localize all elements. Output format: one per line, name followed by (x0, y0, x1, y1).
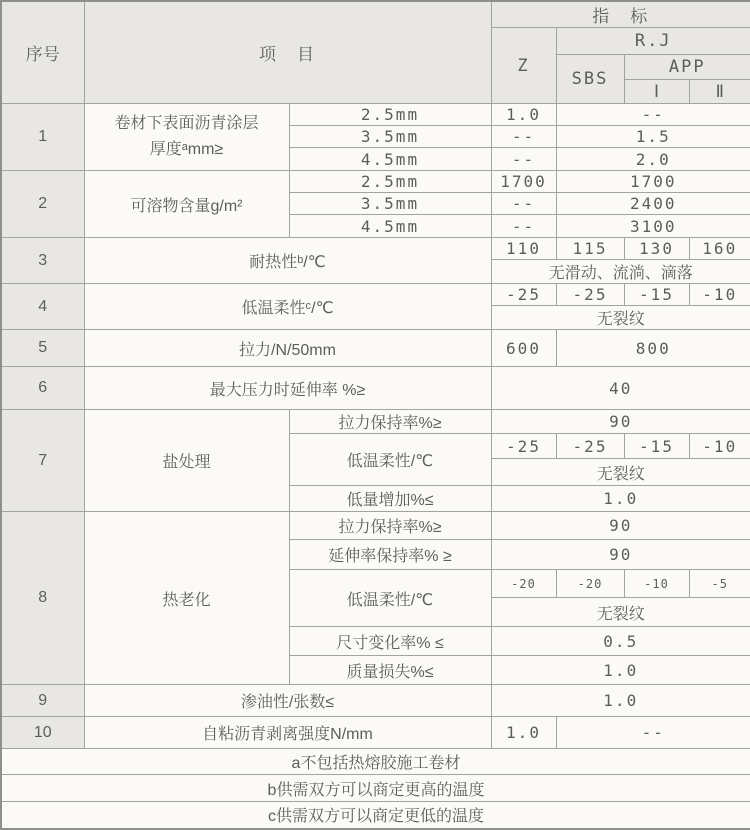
footnote-b: b供需双方可以商定更高的温度 (1, 775, 750, 802)
header-col-app: APP (624, 55, 750, 80)
row3-val-1: 115 (556, 238, 624, 260)
row8-sub3-val-0: -20 (491, 570, 556, 598)
row3-val-3: 160 (689, 238, 750, 260)
row1-sub-2: 4.5mm (289, 148, 491, 171)
header-seq-no: 序号 (1, 1, 84, 104)
row1-sub-1: 3.5mm (289, 126, 491, 148)
row10-item: 自粘沥青剥离强度N/mm (84, 717, 491, 749)
row5-z: 600 (491, 330, 556, 367)
row8-sub3-label: 低温柔性/℃ (289, 570, 491, 627)
row7-number: 7 (1, 410, 84, 512)
row3-number: 3 (1, 238, 84, 284)
row1-item-line2: 厚度ᵃmm≥ (149, 141, 224, 158)
row5-rj: 800 (556, 330, 750, 367)
row3-merged-text: 无滑动、流淌、滴落 (491, 260, 750, 284)
header-item: 项 目 (84, 1, 491, 104)
row7-sub2-merged-text: 无裂纹 (491, 459, 750, 486)
row7-sub1-label: 拉力保持率%≥ (289, 410, 491, 434)
row8-sub3-val-3: -5 (689, 570, 750, 598)
row7-sub3-value: 1.0 (491, 486, 750, 512)
row1-rj-1: 1.5 (556, 126, 750, 148)
row8-number: 8 (1, 512, 84, 685)
row1-z-1: -- (491, 126, 556, 148)
row9-number: 9 (1, 685, 84, 717)
row8-sub4-value: 0.5 (491, 627, 750, 656)
header-col-rj: R.J (556, 28, 750, 55)
row1-rj-0: -- (556, 104, 750, 126)
row2-z-0: 1700 (491, 171, 556, 193)
footnote-a: a不包括热熔胶施工卷材 (1, 749, 750, 775)
row2-z-2: -- (491, 215, 556, 238)
row1-item (84, 104, 289, 171)
row1-sub-0: 2.5mm (289, 104, 491, 126)
row4-item: 低温柔性ᶜ/℃ (84, 284, 491, 330)
row4-merged-text: 无裂纹 (491, 306, 750, 330)
row8-sub1-value: 90 (491, 512, 750, 540)
row7-sub2-val-0: -25 (491, 434, 556, 459)
row7-sub2-val-1: -25 (556, 434, 624, 459)
row8-sub5-value: 1.0 (491, 656, 750, 685)
row7-sub1-value: 90 (491, 410, 750, 434)
row1-number: 1 (1, 104, 84, 171)
row8-sub3-val-1: -20 (556, 570, 624, 598)
row2-z-1: -- (491, 193, 556, 215)
row2-rj-1: 2400 (556, 193, 750, 215)
row5-item: 拉力/N/50mm (84, 330, 491, 367)
header-col-sbs: SBS (556, 55, 624, 104)
row8-sub4-label: 尺寸变化率% ≤ (289, 627, 491, 656)
row8-item: 热老化 (84, 512, 289, 685)
row5-number: 5 (1, 330, 84, 367)
row8-sub1-label: 拉力保持率%≥ (289, 512, 491, 540)
row9-merged-value: 1.0 (491, 685, 750, 717)
row2-sub-2: 4.5mm (289, 215, 491, 238)
row6-number: 6 (1, 367, 84, 410)
row7-item: 盐处理 (84, 410, 289, 512)
row7-sub2-label: 低温柔性/℃ (289, 434, 491, 486)
row2-number: 2 (1, 171, 84, 238)
row4-number: 4 (1, 284, 84, 330)
row2-rj-0: 1700 (556, 171, 750, 193)
row2-item: 可溶物含量g/m² (84, 171, 289, 238)
row3-val-2: 130 (624, 238, 689, 260)
header-col-app1: Ⅰ (624, 80, 689, 104)
row7-sub3-label: 低量增加%≤ (289, 486, 491, 512)
row1-item-line1: 卷材下表面沥青涂层 (114, 115, 259, 133)
row7-sub2-val-3: -10 (689, 434, 750, 459)
row4-val-1: -25 (556, 284, 624, 306)
row4-val-2: -15 (624, 284, 689, 306)
row8-sub3-val-2: -10 (624, 570, 689, 598)
row1-z-0: 1.0 (491, 104, 556, 126)
header-index: 指 标 (491, 1, 750, 28)
row3-val-0: 110 (491, 238, 556, 260)
row9-item: 渗油性/张数≤ (84, 685, 491, 717)
row10-number: 10 (1, 717, 84, 749)
header-col-app2: Ⅱ (689, 80, 750, 104)
row2-sub-0: 2.5mm (289, 171, 491, 193)
row8-sub2-value: 90 (491, 540, 750, 570)
row8-sub2-label: 延伸率保持率% ≥ (289, 540, 491, 570)
row2-sub-1: 3.5mm (289, 193, 491, 215)
row3-item: 耐热性ᵇ/℃ (84, 238, 491, 284)
row10-rj: -- (556, 717, 750, 749)
row1-z-2: -- (491, 148, 556, 171)
row8-sub5-label: 质量损失%≤ (289, 656, 491, 685)
row7-sub2-val-2: -15 (624, 434, 689, 459)
header-col-z: Z (491, 28, 556, 104)
row6-merged-value: 40 (491, 367, 750, 410)
row4-val-3: -10 (689, 284, 750, 306)
row6-item: 最大压力时延伸率 %≥ (84, 367, 491, 410)
footnote-c: c供需双方可以商定更低的温度 (1, 802, 750, 829)
row10-z: 1.0 (491, 717, 556, 749)
row2-rj-2: 3100 (556, 215, 750, 238)
row8-sub3-merged-text: 无裂纹 (491, 598, 750, 627)
row1-rj-2: 2.0 (556, 148, 750, 171)
row4-val-0: -25 (491, 284, 556, 306)
